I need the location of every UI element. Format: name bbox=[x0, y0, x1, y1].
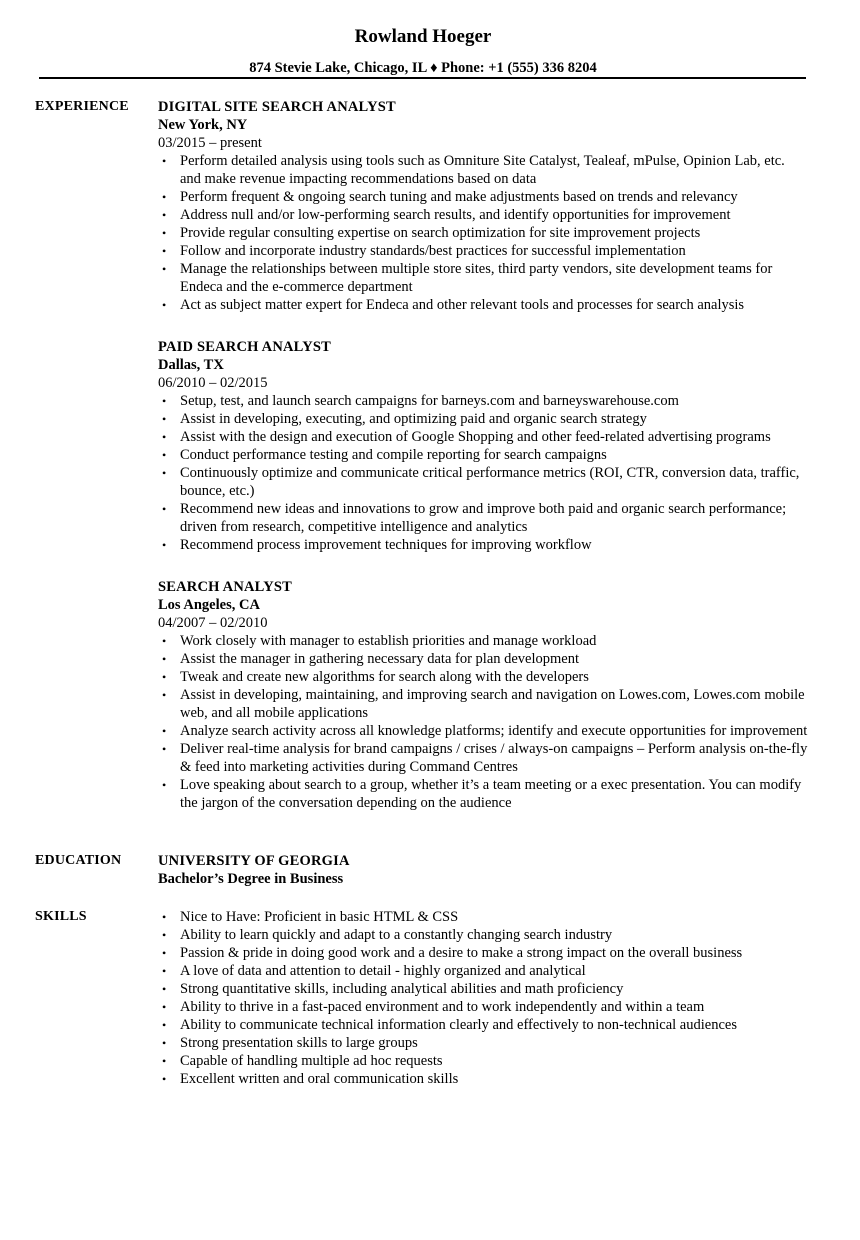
job-location: Los Angeles, CA bbox=[158, 597, 260, 613]
duty-item bbox=[158, 686, 808, 722]
bullet-icon: • bbox=[162, 964, 167, 978]
skill-item bbox=[158, 1052, 808, 1070]
duty-item bbox=[158, 260, 808, 296]
skill-item bbox=[158, 944, 808, 962]
header-divider bbox=[39, 77, 806, 79]
bullet-icon: • bbox=[162, 244, 167, 258]
bullet-icon: • bbox=[162, 1072, 167, 1086]
job-location: New York, NY bbox=[158, 117, 248, 133]
duty-item bbox=[158, 668, 808, 686]
skill-item bbox=[158, 1016, 808, 1034]
job-title: DIGITAL SITE SEARCH ANALYST bbox=[158, 99, 396, 115]
bullet-icon: • bbox=[162, 1018, 167, 1032]
job-duties-list bbox=[158, 392, 808, 554]
bullet-icon: • bbox=[162, 412, 167, 426]
bullet-icon: • bbox=[162, 430, 167, 444]
bullet-icon: • bbox=[162, 298, 167, 312]
duty-text: Love speaking about search to a group, whether it’s a team meeting or a exec presentation. You can modify the jargon of the conversation depending on the audience bbox=[180, 777, 802, 811]
duty-item bbox=[158, 722, 808, 740]
duty-item bbox=[158, 500, 808, 536]
job-dates: 03/2015 – present bbox=[158, 135, 262, 151]
duty-text: Recommend process improvement techniques for improving workflow bbox=[180, 537, 592, 553]
bullet-icon: • bbox=[162, 928, 167, 942]
duty-item bbox=[158, 296, 808, 314]
job-entry bbox=[158, 98, 808, 314]
bullet-icon: • bbox=[162, 724, 167, 738]
duty-text: Analyze search activity across all knowledge platforms; identify and execute opportunities for improvement bbox=[180, 723, 808, 739]
bullet-icon: • bbox=[162, 208, 167, 222]
duty-text: Provide regular consulting expertise on search optimization for site improvement projects bbox=[180, 225, 701, 241]
duty-text: Work closely with manager to establish priorities and manage workload bbox=[180, 633, 597, 649]
duty-text: Act as subject matter expert for Endeca and other relevant tools and processes for search analysis bbox=[180, 297, 745, 313]
bullet-icon: • bbox=[162, 448, 167, 462]
duty-text: Recommend new ideas and innovations to grow and improve both paid and organic search performance; driven from research, competitive intelligence and analytics bbox=[180, 501, 787, 535]
education-section bbox=[158, 852, 808, 888]
duty-item bbox=[158, 464, 808, 500]
job-dates: 04/2007 – 02/2010 bbox=[158, 615, 268, 631]
skill-item bbox=[158, 1034, 808, 1052]
duty-item bbox=[158, 740, 808, 776]
bullet-icon: • bbox=[162, 910, 167, 924]
skill-item bbox=[158, 962, 808, 980]
bullet-icon: • bbox=[162, 466, 167, 480]
duty-item bbox=[158, 206, 808, 224]
bullet-icon: • bbox=[162, 652, 167, 666]
skill-text: A love of data and attention to detail - highly organized and analytical bbox=[180, 963, 586, 979]
skill-text: Ability to communicate technical information clearly and effectively to non-technical audiences bbox=[180, 1017, 737, 1033]
job-title: PAID SEARCH ANALYST bbox=[158, 339, 332, 355]
bullet-icon: • bbox=[162, 670, 167, 684]
duty-text: Assist in developing, executing, and optimizing paid and organic search strategy bbox=[180, 411, 647, 427]
duty-item bbox=[158, 152, 808, 188]
skill-text: Capable of handling multiple ad hoc requests bbox=[180, 1053, 443, 1069]
bullet-icon: • bbox=[162, 634, 167, 648]
skill-item bbox=[158, 926, 808, 944]
bullet-icon: • bbox=[162, 154, 167, 168]
job-title: SEARCH ANALYST bbox=[158, 579, 293, 595]
duty-text: Conduct performance testing and compile reporting for search campaigns bbox=[180, 447, 607, 463]
duty-item bbox=[158, 428, 808, 446]
duty-text: Follow and incorporate industry standards/best practices for successful implementation bbox=[180, 243, 686, 259]
bullet-icon: • bbox=[162, 688, 167, 702]
bullet-icon: • bbox=[162, 742, 167, 756]
skill-item bbox=[158, 998, 808, 1016]
duty-text: Assist in developing, maintaining, and improving search and navigation on Lowes.com, Lowes.com mobile web, and all mobile applications bbox=[180, 687, 805, 721]
bullet-icon: • bbox=[162, 778, 167, 792]
duty-text: Assist the manager in gathering necessary data for plan development bbox=[180, 651, 580, 667]
skills-section bbox=[158, 908, 808, 1088]
bullet-icon: • bbox=[162, 226, 167, 240]
job-duties-list bbox=[158, 632, 808, 812]
duty-item bbox=[158, 410, 808, 428]
duty-item bbox=[158, 650, 808, 668]
job-entry bbox=[158, 338, 808, 554]
duty-text: Perform frequent & ongoing search tuning and make adjustments based on trends and relevancy bbox=[180, 189, 738, 205]
bullet-icon: • bbox=[162, 1036, 167, 1050]
duty-text: Deliver real-time analysis for brand campaigns / crises / always-on campaigns – Perform analysis on-the-fly & feed into marketing activities during Command Centres bbox=[180, 741, 808, 775]
skill-text: Excellent written and oral communication skills bbox=[180, 1071, 459, 1087]
duty-item bbox=[158, 776, 808, 812]
job-dates: 06/2010 – 02/2015 bbox=[158, 375, 268, 391]
duty-text: Address null and/or low-performing search results, and identify opportunities for improvement bbox=[180, 207, 731, 223]
skills-section-label: SKILLS bbox=[35, 909, 87, 924]
candidate-name: Rowland Hoeger bbox=[354, 26, 492, 47]
duty-item bbox=[158, 224, 808, 242]
skill-text: Passion & pride in doing good work and a desire to make a strong impact on the overall business bbox=[180, 945, 743, 961]
duty-item bbox=[158, 632, 808, 650]
skill-text: Ability to thrive in a fast-paced environment and to work independently and within a team bbox=[180, 999, 705, 1015]
job-entry bbox=[158, 578, 808, 812]
duty-text: Setup, test, and launch search campaigns for barneys.com and barneyswarehouse.com bbox=[180, 393, 679, 409]
skills-list bbox=[158, 908, 808, 1088]
experience-section bbox=[158, 98, 808, 812]
bullet-icon: • bbox=[162, 190, 167, 204]
skill-item bbox=[158, 908, 808, 926]
experience-section-label: EXPERIENCE bbox=[35, 99, 129, 114]
degree: Bachelor’s Degree in Business bbox=[158, 871, 344, 887]
contact-line: 874 Stevie Lake, Chicago, IL ♦ Phone: +1 (555) 336 8204 bbox=[249, 60, 597, 76]
bullet-icon: • bbox=[162, 1054, 167, 1068]
bullet-icon: • bbox=[162, 262, 167, 276]
school-name: UNIVERSITY OF GEORGIA bbox=[158, 853, 350, 869]
job-duties-list bbox=[158, 152, 808, 314]
bullet-icon: • bbox=[162, 1000, 167, 1014]
duty-item bbox=[158, 188, 808, 206]
bullet-icon: • bbox=[162, 502, 167, 516]
skill-text: Strong quantitative skills, including analytical abilities and math proficiency bbox=[180, 981, 624, 997]
bullet-icon: • bbox=[162, 946, 167, 960]
duty-text: Perform detailed analysis using tools such as Omniture Site Catalyst, Tealeaf, mPulse, Opinion Lab, etc. and make revenue impacting recommendations based on data bbox=[180, 153, 785, 187]
bullet-icon: • bbox=[162, 982, 167, 996]
duty-item bbox=[158, 242, 808, 260]
skill-text: Ability to learn quickly and adapt to a constantly changing search industry bbox=[180, 927, 613, 943]
duty-text: Assist with the design and execution of Google Shopping and other feed-related advertising programs bbox=[180, 429, 771, 445]
duty-text: Tweak and create new algorithms for search along with the developers bbox=[180, 669, 589, 685]
duty-item bbox=[158, 536, 808, 554]
job-location: Dallas, TX bbox=[158, 357, 224, 373]
education-section-label: EDUCATION bbox=[35, 853, 122, 868]
skill-text: Nice to Have: Proficient in basic HTML & CSS bbox=[180, 909, 459, 925]
duty-item bbox=[158, 446, 808, 464]
bullet-icon: • bbox=[162, 538, 167, 552]
duty-item bbox=[158, 392, 808, 410]
skill-item bbox=[158, 980, 808, 998]
skill-text: Strong presentation skills to large groups bbox=[180, 1035, 418, 1051]
duty-text: Manage the relationships between multiple store sites, third party vendors, site development teams for Endeca and the e-commerce department bbox=[180, 261, 773, 295]
duty-text: Continuously optimize and communicate critical performance metrics (ROI, CTR, conversion data, traffic, bounce, etc.) bbox=[180, 465, 800, 499]
bullet-icon: • bbox=[162, 394, 167, 408]
skill-item bbox=[158, 1070, 808, 1088]
